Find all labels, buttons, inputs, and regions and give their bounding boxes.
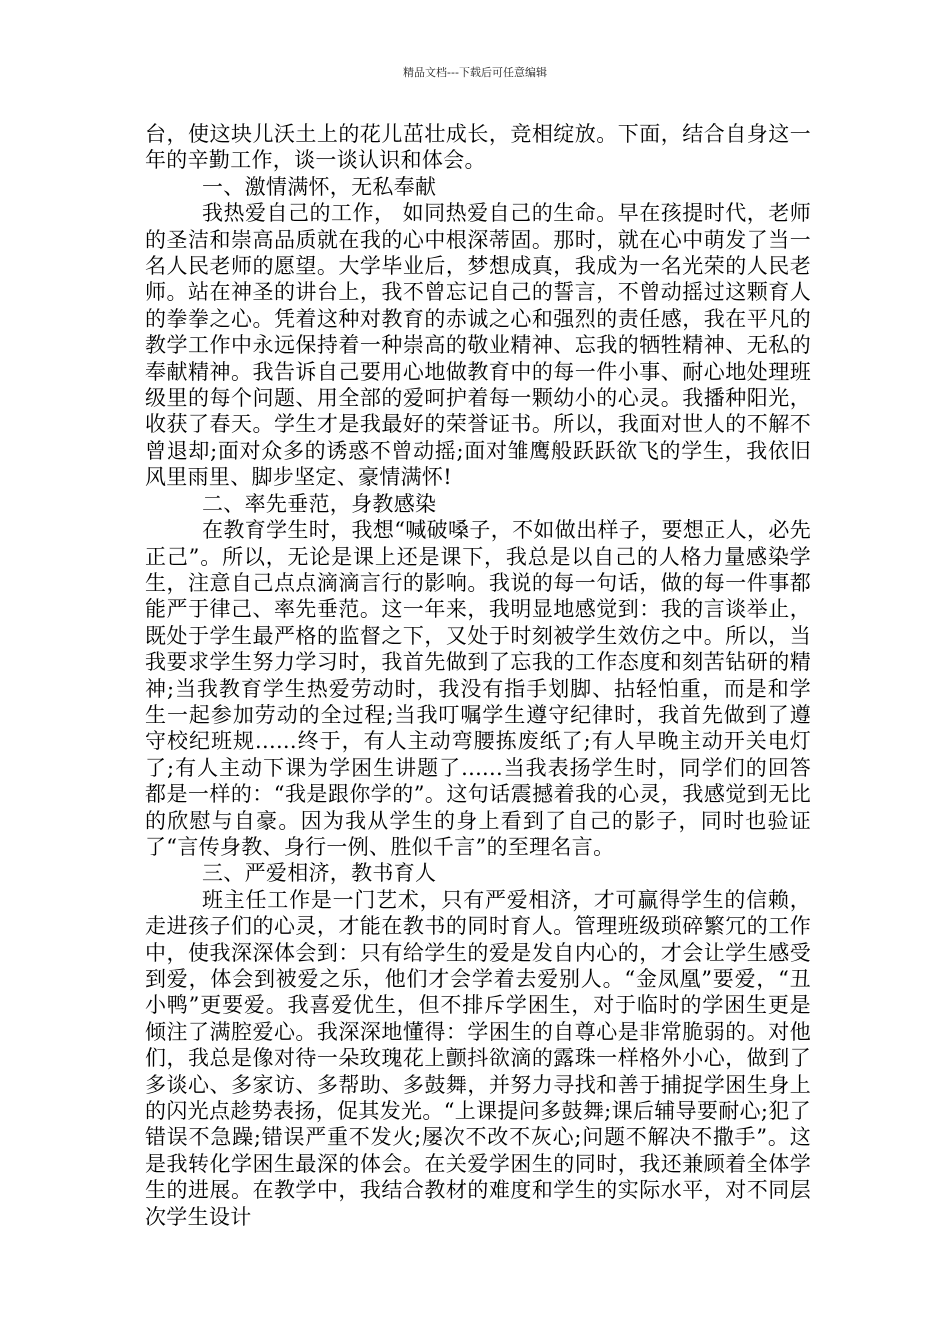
paragraph-intro: 台，使这块儿沃土上的花儿茁壮成长，竞相绽放。下面，结合自身这一年的辛勤工作，谈一谈认识和体会。 <box>145 122 811 173</box>
section-heading-2: 二、率先垂范，身教感染 <box>202 491 437 516</box>
paragraph-section-2: 在教育学生时，我想“喊破嗓子，不如做出样子，要想正人，必先正己”。所以，无论是课上还是课下，我总是以自己的人格力量感染学生，注意自己点点滴滴言行的影响。我说的每一句话，做的每一件事都能严于律己、率先垂范。这一年来，我明显地感觉到：我的言谈举止，既处于学生最严格的监督之下，又处于时刻被学生效仿之中。所以，当我要求学生努力学习时，我首先做到了忘我的工作态度和刻苦钻研的精神;当我教育学生热爱劳动时，我没有指手划脚、拈轻怕重，而是和学生一起参加劳动的全过程;当我叮嘱学生遵守纪律时，我首先做到了遵守校纪班规......终于，有人主动弯腰拣废纸了;有人早晚主动开关电灯了;有人主动下课为学困生讲题了......当我表扬学生时，同学们的回答都是一样的：“我是跟你学的”。这句话震撼着我的心灵，我感觉到无比的欣慰与自豪。因为我从学生的身上看到了自己的影子，同时也验证了“言传身教、身行一例、胜似千言”的至理名言。 <box>145 518 811 859</box>
paragraph-section-1: 我热爱自己的工作， 如同热爱自己的生命。早在孩提时代，老师的圣洁和崇高品质就在我的心中根深蒂固。那时，就在心中萌发了当一名人民老师的愿望。大学毕业后，梦想成真，我成为一名光荣的人民老师。站在神圣的讲台上，我不曾忘记自己的誓言，不曾动摇过这颗育人的拳拳之心。凭着这种对教育的赤诚之心和强烈的责任感，我在平凡的教学工作中永远保持着一种崇高的敬业精神、忘我的牺牲精神、无私的奉献精神。我告诉自己要用心地做教育中的每一件小事、耐心地处理班级里的每个问题、用全部的爱呵护着每一颗幼小的心灵。我播种阳光，收获了春天。学生才是我最好的荣誉证书。所以，我面对世人的不解不曾退却;面对众多的诱惑不曾动摇;面对雏鹰般跃跃欲飞的学生，我依旧风里雨里、脚步坚定、豪情满怀! <box>145 201 811 490</box>
section-heading-3: 三、严爱相济，教书育人 <box>202 861 437 886</box>
document-body <box>145 121 811 1230</box>
paragraph-section-3: 班主任工作是一门艺术，只有严爱相济，才可赢得学生的信赖，走进孩子们的心灵，才能在教书的同时育人。管理班级琐碎繁冗的工作中，使我深深体会到：只有给学生的爱是发自内心的，才会让学生感受到爱，体会到被爱之乐，他们才会学着去爱别人。“金凤凰”要爱，“丑小鸭”更要爱。我喜爱优生，但不排斥学困生，对于临时的学困生更是倾注了满腔爱心。我深深地懂得：学困生的自尊心是非常脆弱的。对他们，我总是像对待一朵玫瑰花上颤抖欲滴的露珠一样格外小心，做到了多谈心、多家访、多帮助、多鼓舞，并努力寻找和善于捕捉学困生身上的闪光点趁势表扬，促其发光。“上课提问多鼓舞;课后辅导要耐心;犯了错误不急躁;错误严重不发火;屡次不改不灰心;问题不解决不撒手”。这是我转化学困生最深的体会。在关爱学困生的同时，我还兼顾着全体学生的进展。在教学中，我结合教材的难度和学生的实际水平，对不同层次学生设计 <box>145 887 811 1229</box>
section-heading-1: 一、激情满怀，无私奉献 <box>202 174 437 199</box>
page-header: 精品文档---下载后可任意编辑 <box>403 66 547 79</box>
